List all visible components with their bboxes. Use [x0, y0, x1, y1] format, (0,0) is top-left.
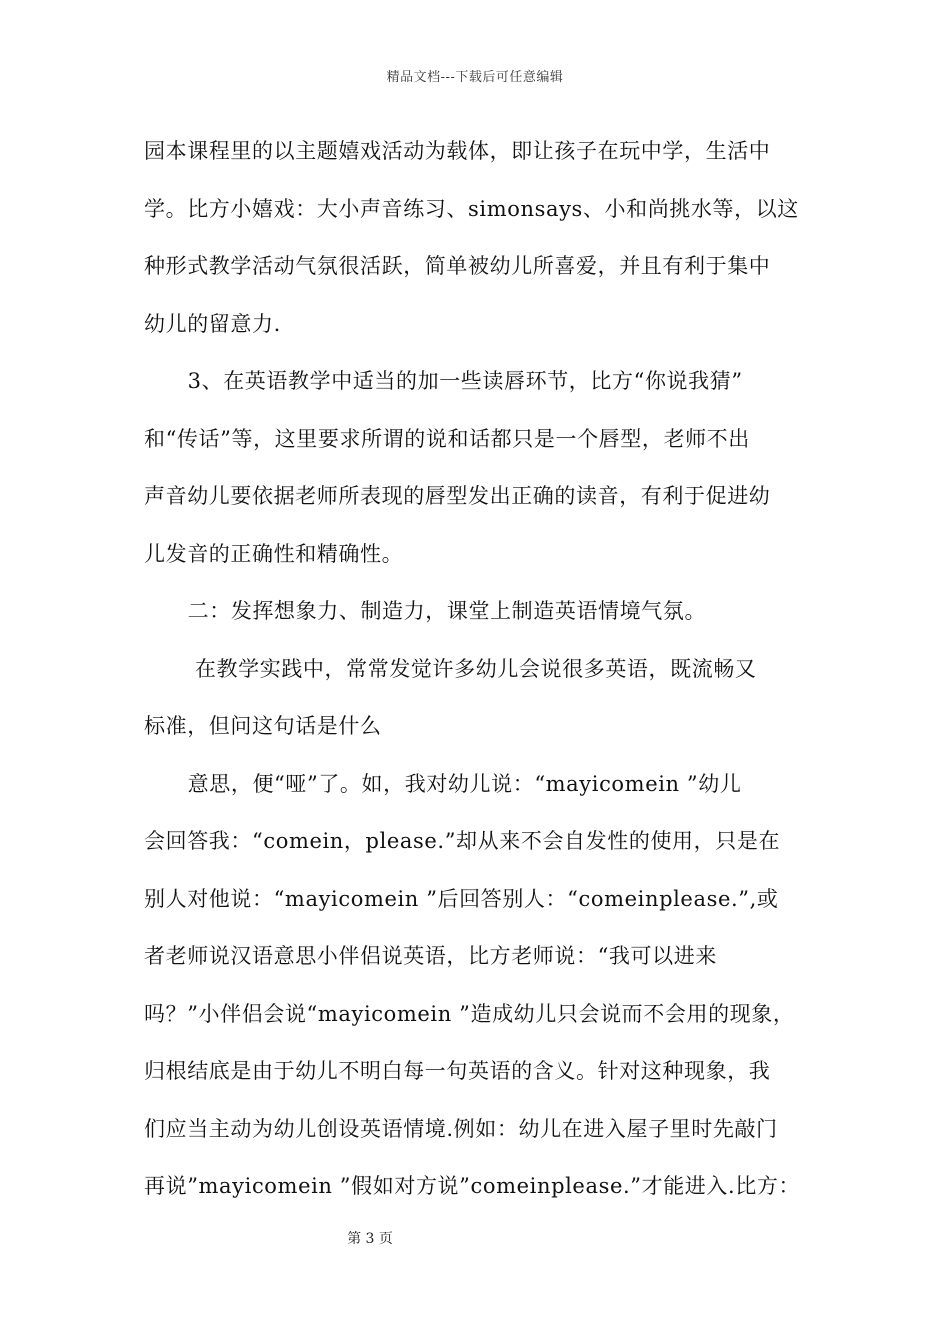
text-line: 幼儿的留意力.: [144, 311, 281, 336]
text-line: 意思，便“哑”了。如，我对幼儿说：“mayicomein ”幼儿: [144, 771, 742, 796]
text-line: 们应当主动为幼儿创设英语情境.例如：幼儿在进入屋子里时先敲门: [144, 1116, 778, 1141]
document-body: [144, 132, 824, 1225]
text-line: 儿发音的正确性和精确性。: [144, 541, 404, 566]
text-line: 声音幼儿要依据老师所表现的唇型发出正确的读音，有利于促进幼: [144, 484, 771, 508]
text-line: 归根结底是由于幼儿不明白每一句英语的含义。针对这种现象，我: [144, 1059, 771, 1083]
text-line: 会回答我：“comein，please.”却从来不会自发性的使用，只是在: [144, 829, 781, 853]
text-line: 二：发挥想象力、制造力，课堂上制造英语情境气氛。: [144, 599, 707, 623]
text-line: 3、在英语教学中适当的加一些读唇环节，比方“你说我猜”: [144, 369, 743, 393]
text-line: 种形式教学活动气氛很活跃，简单被幼儿所喜爱，并且有利于集中: [144, 254, 771, 278]
text-line: 和“传话”等，这里要求所谓的说和话都只是一个唇型，老师不出: [144, 426, 750, 451]
page-number: 第 3 页: [347, 1231, 393, 1247]
text-line: 别人对他说：“mayicomein ”后回答别人：“comeinplease.”,或: [144, 886, 779, 911]
page-header: 精品文档---下载后可任意编辑: [386, 70, 564, 85]
text-line: 者老师说汉语意思小伴侣说英语，比方老师说：“我可以进来: [144, 944, 717, 968]
text-line: 标准，但问这句话是什么: [144, 714, 382, 738]
text-line: 再说”mayicomein ”假如对方说”comeinplease.”才能进入.比方：: [144, 1174, 801, 1198]
text-line: 在教学实践中，常常发觉许多幼儿会说很多英语，既流畅又: [144, 656, 757, 681]
text-line: 吗？”小伴侣会说“mayicomein ”造成幼儿只会说而不会用的现象，: [144, 1001, 795, 1026]
text-line: 学。比方小嬉戏：大小声音练习、simonsays、小和尚挑水等，以这: [144, 196, 799, 221]
text-line: 园本课程里的以主题嬉戏活动为载体，即让孩子在玩中学，生活中: [144, 139, 771, 163]
